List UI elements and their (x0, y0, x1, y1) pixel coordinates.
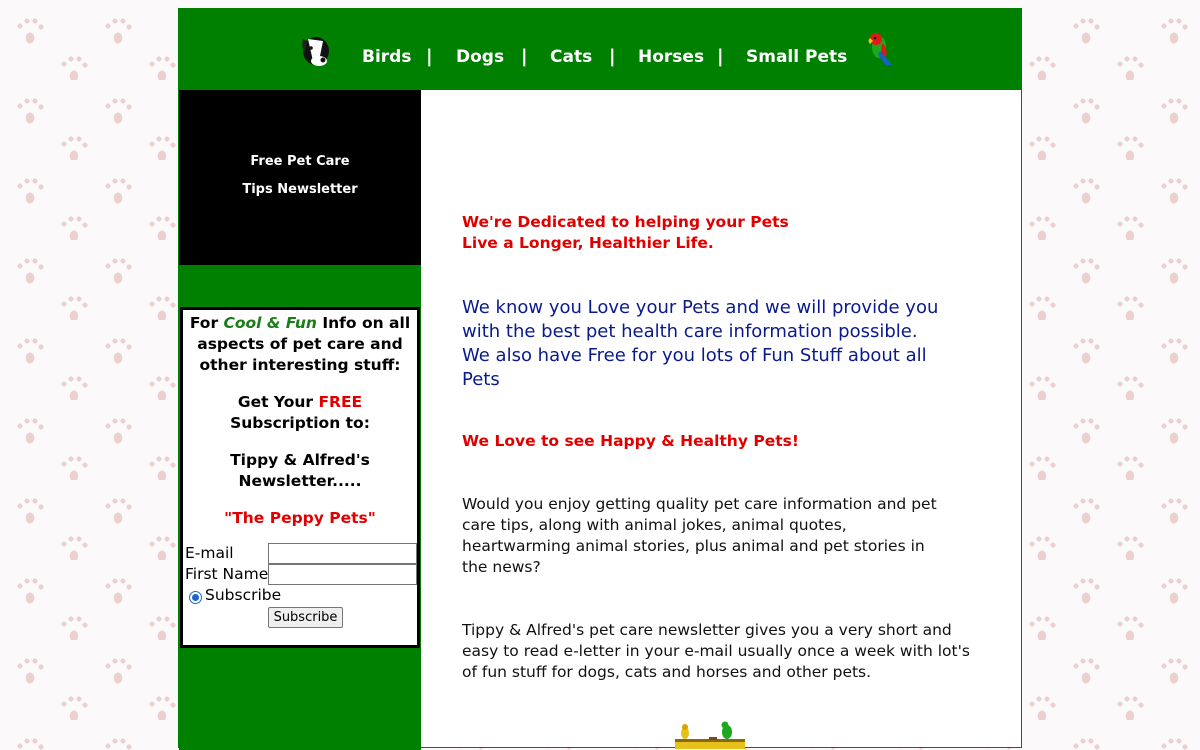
intro-text-post: Info on all aspects of pet care and other interesting stuff: (197, 314, 411, 374)
nav-link-dogs[interactable]: Dogs (456, 47, 505, 67)
nav-link-birds[interactable]: Birds (362, 47, 412, 67)
firstname-label: First Name (185, 565, 269, 583)
peppy-pets-title: "The Peppy Pets" (224, 509, 376, 527)
nav-separator: | (717, 46, 724, 67)
dog-face-icon (299, 31, 333, 67)
subscribe-radio-label: Subscribe (205, 586, 282, 604)
main-content (462, 9, 1002, 749)
email-label: E-mail (185, 544, 234, 562)
nav-link-small-pets[interactable]: Small Pets (746, 47, 848, 67)
nav-separator: | (521, 46, 528, 67)
nav-link-horses[interactable]: Horses (638, 47, 705, 67)
subscribe-radio[interactable] (189, 591, 202, 604)
page-container (178, 8, 1022, 748)
firstname-field[interactable] (268, 564, 417, 585)
sidebar (179, 90, 421, 750)
dedicated-line2: Live a Longer, Healthier Life. (462, 234, 714, 252)
pets-sign-icon (675, 719, 745, 749)
intro-text-pre: For (189, 314, 224, 332)
happy-healthy-heading: We Love to see Happy & Healthy Pets! (462, 432, 799, 450)
enjoy-paragraph: Would you enjoy getting quality pet care information and pet care tips, along with animal jokes, animal quotes, heartwarming animal stories, plus animal and pet stories in the news? (462, 495, 937, 576)
dedicated-line1: We're Dedicated to helping your Pets (462, 213, 789, 231)
newsletter-paragraph: Tippy & Alfred's pet care newsletter gives you a very short and easy to read e-letter in your e-mail usually once a week with lot's of fun stuff for dogs, cats and horses and other pets. (462, 621, 970, 681)
intro-highlight: Cool & Fun (223, 314, 317, 332)
sidebar-title-line1: Free Pet Care (250, 154, 350, 169)
newsletter-signup-box (180, 307, 420, 648)
get-text-pre: Get Your (237, 393, 319, 411)
love-your-pets-text: We know you Love your Pets and we will provide you with the best pet health care information possible. We also have Free for you lots of Fun Stuff about all Pets (462, 297, 939, 390)
signup-get-free (187, 392, 413, 434)
email-field[interactable] (268, 543, 417, 564)
sidebar-title-line2: Tips Newsletter (242, 182, 358, 197)
newsletter-name: Tippy & Alfred's Newsletter..... (230, 451, 370, 490)
free-highlight: FREE (318, 393, 363, 411)
get-text-post: Subscription to: (230, 414, 370, 432)
subscribe-button[interactable]: Subscribe (268, 607, 343, 628)
nav-separator: | (426, 46, 433, 67)
signup-intro (187, 313, 413, 376)
sidebar-header (179, 90, 421, 265)
nav-separator: | (609, 46, 616, 67)
nav-link-cats[interactable]: Cats (550, 47, 593, 67)
